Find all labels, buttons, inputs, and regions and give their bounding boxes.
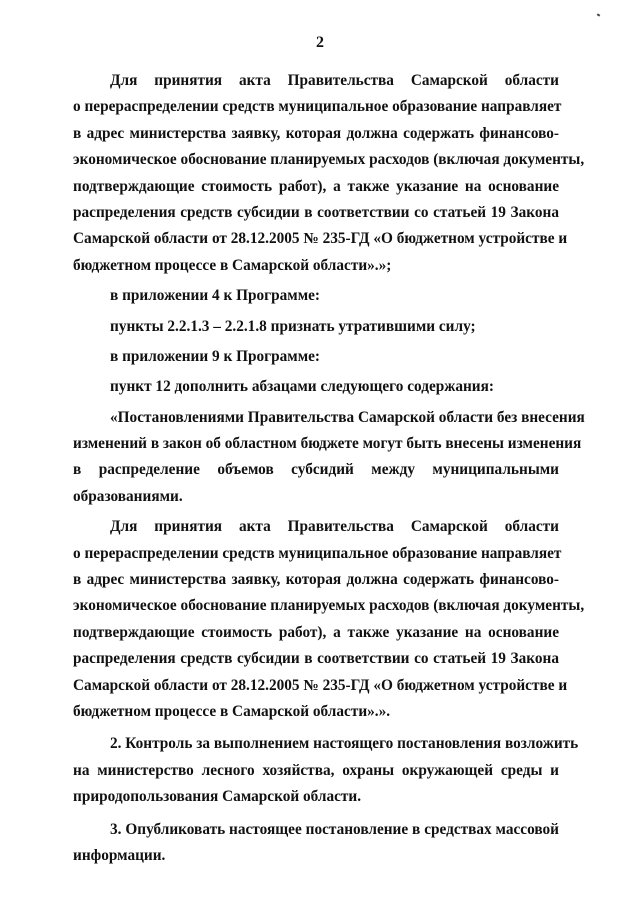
text-line: Для принятия акта Правительства Самарской области	[110, 518, 559, 536]
text-line: подтверждающие стоимость работ), а также указание на основание	[73, 623, 559, 641]
text-line: 2. Контроль за выполнением настоящего постановления возложить	[110, 735, 579, 753]
text-line: «Постановлениями Правительства Самарской области без внесения	[110, 408, 585, 426]
text-line: экономическое обоснование планируемых расходов (включая документы,	[73, 151, 585, 169]
paragraph-control-clause	[73, 731, 579, 810]
text-line: Самарской области от 28.12.2005 № 235-ГД «О бюджетном устройстве и	[73, 230, 568, 248]
text-line: информации.	[73, 846, 166, 864]
text-line: подтверждающие стоимость работ), а также указание на основание	[73, 177, 559, 195]
document-body	[73, 68, 585, 869]
paragraph-government-resolutions	[73, 405, 585, 511]
paragraph-point-12	[73, 374, 559, 400]
scan-speck	[597, 13, 601, 16]
text-line: о перераспределении средств муниципальное образование направляет	[73, 98, 562, 116]
text-line: пункты 2.2.1.3 – 2.2.1.8 признать утратившими силу;	[110, 317, 476, 335]
text-line: в распределение объемов субсидий между муниципальными	[73, 461, 559, 479]
paragraph-appendix-4	[73, 283, 559, 309]
text-line: природопользования Самарской области.	[73, 788, 362, 806]
paragraph-redistribution-1	[73, 68, 585, 279]
text-line: в адрес министерства заявку, которая должна содержать финансово-	[73, 571, 559, 589]
text-line: в адрес министерства заявку, которая должна содержать финансово-	[73, 124, 559, 142]
page-number: 2	[316, 34, 324, 51]
text-line: о перераспределении средств муниципальное образование направляет	[73, 544, 562, 562]
paragraph-redistribution-2	[73, 514, 585, 725]
text-line: образованиями.	[73, 487, 183, 505]
text-line: 3. Опубликовать настоящее постановление в средствах массовой	[110, 820, 559, 838]
text-line: экономическое обоснование планируемых расходов (включая документы,	[73, 597, 585, 615]
text-line: Самарской области от 28.12.2005 № 235-ГД «О бюджетном устройстве и	[73, 676, 568, 694]
text-line: в приложении 4 к Программе:	[110, 287, 321, 305]
text-line: бюджетном процессе в Самарской области».».	[73, 702, 391, 720]
paragraph-points-repealed	[73, 314, 559, 340]
text-line: изменений в закон об областном бюджете могут быть внесены изменения	[73, 435, 582, 453]
text-line: в приложении 9 к Программе:	[110, 347, 321, 365]
text-line: бюджетном процессе в Самарской области».»;	[73, 256, 392, 274]
paragraph-publish-clause	[73, 817, 559, 870]
text-line: Для принятия акта Правительства Самарской области	[110, 72, 559, 89]
paragraph-appendix-9	[73, 344, 559, 370]
text-line: распределения средств субсидии в соответствии со статьей 19 Закона	[73, 650, 559, 668]
text-line: пункт 12 дополнить абзацами следующего содержания:	[110, 378, 494, 396]
text-line: на министерство лесного хозяйства, охраны окружающей среды и	[73, 761, 559, 779]
text-line: распределения средств субсидии в соответствии со статьей 19 Закона	[73, 203, 559, 221]
